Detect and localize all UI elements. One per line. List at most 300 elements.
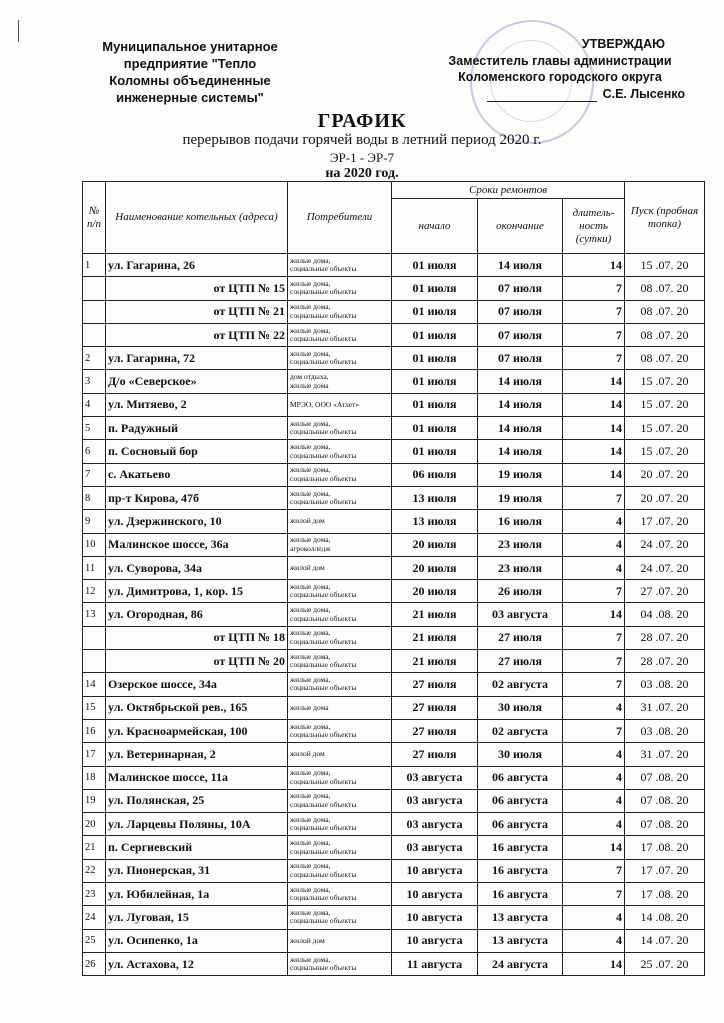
row-start: 03 августа bbox=[392, 813, 478, 836]
row-duration: 4 bbox=[563, 766, 625, 789]
table-row bbox=[83, 440, 705, 463]
row-num: 19 bbox=[83, 789, 106, 812]
row-start: 01 июля bbox=[392, 277, 478, 300]
row-duration: 7 bbox=[563, 580, 625, 603]
row-num: 12 bbox=[83, 580, 106, 603]
consumer-line: социальные объекты bbox=[290, 916, 357, 926]
row-duration: 4 bbox=[563, 906, 625, 929]
consumer-line: жилой дом bbox=[290, 935, 325, 945]
table-row bbox=[83, 952, 705, 975]
row-num bbox=[83, 323, 106, 346]
row-consumers bbox=[288, 859, 392, 882]
table-row bbox=[83, 603, 705, 626]
row-name: ул. Гагарина, 72 bbox=[106, 347, 288, 370]
row-start: 11 августа bbox=[392, 952, 478, 975]
row-duration: 7 bbox=[563, 277, 625, 300]
row-duration: 14 bbox=[563, 440, 625, 463]
row-consumers bbox=[288, 813, 392, 836]
consumer-line: социальные объекты bbox=[290, 660, 357, 670]
row-consumers bbox=[288, 277, 392, 300]
row-name: п. Радужный bbox=[106, 417, 288, 440]
table-row bbox=[83, 766, 705, 789]
row-consumers bbox=[288, 883, 392, 906]
row-duration: 7 bbox=[563, 347, 625, 370]
table-row bbox=[83, 580, 705, 603]
row-launch: 14 .08. 20 bbox=[625, 906, 705, 929]
approver-name: С.Е. Лысенко bbox=[602, 86, 685, 101]
row-launch: 17 .08. 20 bbox=[625, 836, 705, 859]
consumer-line: жилые дома, bbox=[290, 791, 331, 801]
row-start: 20 июля bbox=[392, 533, 478, 556]
header-name: Наименование котельных (адреса) bbox=[106, 182, 288, 254]
row-start: 03 августа bbox=[392, 766, 478, 789]
row-name: от ЦТП № 21 bbox=[106, 300, 288, 323]
row-launch: 15 .07. 20 bbox=[625, 370, 705, 393]
row-consumers bbox=[288, 929, 392, 952]
row-num: 11 bbox=[83, 556, 106, 579]
org-line: Муниципальное унитарное bbox=[102, 39, 278, 54]
row-consumers bbox=[288, 463, 392, 486]
row-end: 23 июля bbox=[478, 556, 563, 579]
approve-position-line: Коломенского городского округа bbox=[458, 70, 662, 84]
row-consumers bbox=[288, 417, 392, 440]
consumer-line: жилые дома, bbox=[290, 768, 331, 778]
row-duration: 7 bbox=[563, 859, 625, 882]
consumer-line: жилые дома, bbox=[290, 861, 331, 871]
row-start: 10 августа bbox=[392, 929, 478, 952]
row-end: 07 июля bbox=[478, 347, 563, 370]
row-end: 27 июля bbox=[478, 626, 563, 649]
row-consumers bbox=[288, 556, 392, 579]
row-launch: 15 .07. 20 bbox=[625, 254, 705, 277]
row-consumers bbox=[288, 510, 392, 533]
row-num: 21 bbox=[83, 836, 106, 859]
row-num bbox=[83, 277, 106, 300]
row-end: 16 августа bbox=[478, 859, 563, 882]
row-name: ул. Митяево, 2 bbox=[106, 393, 288, 416]
row-start: 21 июля bbox=[392, 603, 478, 626]
consumer-line: жилые дома, bbox=[290, 907, 331, 917]
row-consumers bbox=[288, 766, 392, 789]
header-end: окончание bbox=[478, 199, 563, 254]
row-start: 01 июля bbox=[392, 347, 478, 370]
row-consumers bbox=[288, 743, 392, 766]
row-launch: 25 .07. 20 bbox=[625, 952, 705, 975]
table-row bbox=[83, 743, 705, 766]
row-consumers bbox=[288, 533, 392, 556]
row-duration: 7 bbox=[563, 323, 625, 346]
row-name: п. Сосновый бор bbox=[106, 440, 288, 463]
consumer-line: жилые дома, bbox=[290, 302, 331, 312]
row-launch: 03 .08. 20 bbox=[625, 673, 705, 696]
row-launch: 17 .07. 20 bbox=[625, 510, 705, 533]
row-consumers bbox=[288, 906, 392, 929]
row-duration: 7 bbox=[563, 883, 625, 906]
signature-blank bbox=[487, 89, 597, 102]
row-name: ул. Полянская, 25 bbox=[106, 789, 288, 812]
table-row bbox=[83, 650, 705, 673]
schedule-rows bbox=[83, 254, 705, 976]
row-launch: 28 .07. 20 bbox=[625, 626, 705, 649]
row-name: ул. Красноармейская, 100 bbox=[106, 719, 288, 742]
row-num: 25 bbox=[83, 929, 106, 952]
table-row bbox=[83, 906, 705, 929]
table-row bbox=[83, 370, 705, 393]
row-duration: 14 bbox=[563, 393, 625, 416]
consumer-line: социальные объекты bbox=[290, 683, 357, 693]
row-launch: 08 .07. 20 bbox=[625, 300, 705, 323]
row-end: 06 августа bbox=[478, 813, 563, 836]
consumer-line: социальные объекты bbox=[290, 823, 357, 833]
row-consumers bbox=[288, 650, 392, 673]
row-num: 26 bbox=[83, 952, 106, 975]
row-duration: 14 bbox=[563, 603, 625, 626]
row-num: 4 bbox=[83, 393, 106, 416]
row-num: 17 bbox=[83, 743, 106, 766]
row-consumers bbox=[288, 673, 392, 696]
row-duration: 4 bbox=[563, 929, 625, 952]
row-launch: 17 .08. 20 bbox=[625, 883, 705, 906]
row-consumers bbox=[288, 254, 392, 277]
table-row bbox=[83, 463, 705, 486]
consumer-line: жилые дома, bbox=[290, 814, 331, 824]
consumer-line: социальные объекты bbox=[290, 613, 357, 623]
schedule-table bbox=[82, 181, 705, 976]
row-start: 20 июля bbox=[392, 580, 478, 603]
consumer-line: социальные объекты bbox=[290, 590, 357, 600]
row-end: 19 июля bbox=[478, 463, 563, 486]
row-num: 5 bbox=[83, 417, 106, 440]
header-num: № п/п bbox=[83, 182, 106, 254]
consumer-line: социальные объекты bbox=[290, 776, 357, 786]
consumer-line: жилые дома, bbox=[290, 418, 331, 428]
consumer-line: жилые дома, bbox=[290, 325, 331, 335]
row-name: Озерское шоссе, 34а bbox=[106, 673, 288, 696]
header-consumers: Потребители bbox=[288, 182, 392, 254]
table-row bbox=[83, 323, 705, 346]
row-start: 10 августа bbox=[392, 859, 478, 882]
row-num: 20 bbox=[83, 813, 106, 836]
consumer-line: жилые дома, bbox=[290, 838, 331, 848]
table-row bbox=[83, 626, 705, 649]
row-start: 27 июля bbox=[392, 673, 478, 696]
row-duration: 14 bbox=[563, 370, 625, 393]
row-name: пр-т Кирова, 47б bbox=[106, 486, 288, 509]
row-consumers bbox=[288, 323, 392, 346]
row-name: Малинское шоссе, 11а bbox=[106, 766, 288, 789]
row-launch: 07 .08. 20 bbox=[625, 789, 705, 812]
consumer-line: социальные объекты bbox=[290, 730, 357, 740]
row-name: ул. Ларцевы Поляны, 10А bbox=[106, 813, 288, 836]
row-duration: 4 bbox=[563, 510, 625, 533]
approve-position-line: Заместитель главы администрации bbox=[448, 53, 672, 68]
row-duration: 4 bbox=[563, 533, 625, 556]
table-row bbox=[83, 486, 705, 509]
row-consumers bbox=[288, 836, 392, 859]
row-launch: 17 .07. 20 bbox=[625, 859, 705, 882]
row-name: Малинское шоссе, 36а bbox=[106, 533, 288, 556]
row-launch: 07 .08. 20 bbox=[625, 813, 705, 836]
row-name: ул. Димитрова, 1, кор. 15 bbox=[106, 580, 288, 603]
signature-line bbox=[435, 86, 685, 103]
consumer-line: жилой дом bbox=[290, 516, 325, 526]
table-row bbox=[83, 556, 705, 579]
row-launch: 28 .07. 20 bbox=[625, 650, 705, 673]
row-num bbox=[83, 626, 106, 649]
row-launch: 31 .07. 20 bbox=[625, 743, 705, 766]
row-end: 14 июля bbox=[478, 370, 563, 393]
row-end: 19 июля bbox=[478, 486, 563, 509]
row-duration: 7 bbox=[563, 650, 625, 673]
header-period: Сроки ремонтов bbox=[392, 182, 625, 199]
row-end: 24 августа bbox=[478, 952, 563, 975]
row-num: 13 bbox=[83, 603, 106, 626]
row-consumers bbox=[288, 440, 392, 463]
organization-block bbox=[60, 38, 320, 106]
row-duration: 4 bbox=[563, 556, 625, 579]
row-duration: 7 bbox=[563, 626, 625, 649]
row-consumers bbox=[288, 952, 392, 975]
row-num: 6 bbox=[83, 440, 106, 463]
header-duration: длитель-ность (сутки) bbox=[563, 199, 625, 254]
row-duration: 4 bbox=[563, 743, 625, 766]
row-consumers bbox=[288, 370, 392, 393]
row-start: 01 июля bbox=[392, 300, 478, 323]
row-start: 03 августа bbox=[392, 836, 478, 859]
row-duration: 7 bbox=[563, 673, 625, 696]
row-launch: 27 .07. 20 bbox=[625, 580, 705, 603]
row-num: 14 bbox=[83, 673, 106, 696]
row-launch: 08 .07. 20 bbox=[625, 323, 705, 346]
consumer-line: социальные объекты bbox=[290, 357, 357, 367]
row-num: 7 bbox=[83, 463, 106, 486]
row-start: 10 августа bbox=[392, 906, 478, 929]
consumer-line: жилой дом bbox=[290, 749, 325, 759]
org-line: Коломны объединенные bbox=[109, 73, 271, 88]
table-row bbox=[83, 859, 705, 882]
row-duration: 4 bbox=[563, 696, 625, 719]
row-launch: 03 .08. 20 bbox=[625, 719, 705, 742]
consumer-line: социальные объекты bbox=[290, 310, 357, 320]
row-name: ул. Ветеринарная, 2 bbox=[106, 743, 288, 766]
table-row bbox=[83, 277, 705, 300]
row-launch: 15 .07. 20 bbox=[625, 417, 705, 440]
consumer-line: агроколледж bbox=[290, 543, 331, 553]
table-row bbox=[83, 393, 705, 416]
row-end: 06 августа bbox=[478, 789, 563, 812]
row-launch: 20 .07. 20 bbox=[625, 486, 705, 509]
row-start: 20 июля bbox=[392, 556, 478, 579]
row-name: Д/о «Северское» bbox=[106, 370, 288, 393]
row-num bbox=[83, 300, 106, 323]
row-end: 03 августа bbox=[478, 603, 563, 626]
row-end: 26 июля bbox=[478, 580, 563, 603]
row-num: 22 bbox=[83, 859, 106, 882]
consumer-line: социальные объекты bbox=[290, 264, 357, 274]
row-end: 16 августа bbox=[478, 883, 563, 906]
consumer-line: социальные объекты bbox=[290, 893, 357, 903]
table-row bbox=[83, 719, 705, 742]
row-start: 01 июля bbox=[392, 440, 478, 463]
row-name: ул. Огородная, 86 bbox=[106, 603, 288, 626]
row-end: 07 июля bbox=[478, 323, 563, 346]
table-row bbox=[83, 789, 705, 812]
row-name: от ЦТП № 20 bbox=[106, 650, 288, 673]
row-consumers bbox=[288, 719, 392, 742]
consumer-line: жилые дома, bbox=[290, 605, 331, 615]
row-num: 3 bbox=[83, 370, 106, 393]
consumer-line: социальные объекты bbox=[290, 450, 357, 460]
consumer-line: жилые дома, bbox=[290, 442, 331, 452]
row-end: 14 июля bbox=[478, 254, 563, 277]
row-consumers bbox=[288, 603, 392, 626]
row-start: 01 июля bbox=[392, 370, 478, 393]
row-end: 30 июля bbox=[478, 743, 563, 766]
row-name: ул. Гагарина, 26 bbox=[106, 254, 288, 277]
row-start: 10 августа bbox=[392, 883, 478, 906]
row-start: 27 июля bbox=[392, 743, 478, 766]
row-name: с. Акатьево bbox=[106, 463, 288, 486]
row-launch: 15 .07. 20 bbox=[625, 393, 705, 416]
consumer-line: социальные объекты bbox=[290, 846, 357, 856]
row-num bbox=[83, 650, 106, 673]
consumer-line: социальные объекты bbox=[290, 473, 357, 483]
row-launch: 15 .07. 20 bbox=[625, 440, 705, 463]
consumer-line: жилые дома, bbox=[290, 674, 331, 684]
row-end: 30 июля bbox=[478, 696, 563, 719]
consumer-line: жилые дома, bbox=[290, 535, 331, 545]
consumer-line: социальные объекты bbox=[290, 334, 357, 344]
row-end: 27 июля bbox=[478, 650, 563, 673]
consumer-line: жилые дома, bbox=[290, 581, 331, 591]
document-subtitle: перерывов подачи горячей воды в летний период 2020 г. bbox=[182, 132, 542, 148]
row-start: 27 июля bbox=[392, 696, 478, 719]
row-name: ул. Пионерская, 31 bbox=[106, 859, 288, 882]
row-end: 16 августа bbox=[478, 836, 563, 859]
scan-margin-mark bbox=[18, 20, 19, 42]
consumer-line: жилые дома, bbox=[290, 884, 331, 894]
row-num: 18 bbox=[83, 766, 106, 789]
row-consumers bbox=[288, 300, 392, 323]
consumer-line: социальные объекты bbox=[290, 497, 357, 507]
consumer-line: социальные объекты bbox=[290, 869, 357, 879]
row-num: 9 bbox=[83, 510, 106, 533]
row-consumers bbox=[288, 347, 392, 370]
row-name: п. Сергиевский bbox=[106, 836, 288, 859]
row-consumers bbox=[288, 696, 392, 719]
row-start: 03 августа bbox=[392, 789, 478, 812]
row-end: 13 августа bbox=[478, 906, 563, 929]
row-end: 16 июля bbox=[478, 510, 563, 533]
table-row bbox=[83, 417, 705, 440]
consumer-line: социальные объекты bbox=[290, 799, 357, 809]
row-launch: 04 .08. 20 bbox=[625, 603, 705, 626]
row-num: 10 bbox=[83, 533, 106, 556]
consumer-line: социальные объекты bbox=[290, 287, 357, 297]
table-row bbox=[83, 836, 705, 859]
table-row bbox=[83, 533, 705, 556]
row-duration: 14 bbox=[563, 952, 625, 975]
consumer-line: дом отдыха, bbox=[290, 372, 329, 382]
row-launch: 08 .07. 20 bbox=[625, 347, 705, 370]
row-duration: 7 bbox=[563, 486, 625, 509]
row-name: от ЦТП № 15 bbox=[106, 277, 288, 300]
consumer-line: МРЭО, ООО «Атлет» bbox=[290, 399, 360, 409]
approve-title: УТВЕРЖДАЮ bbox=[581, 37, 665, 51]
consumer-line: жилые дома, bbox=[290, 348, 331, 358]
row-consumers bbox=[288, 486, 392, 509]
row-launch: 14 .07. 20 bbox=[625, 929, 705, 952]
row-start: 06 июля bbox=[392, 463, 478, 486]
row-name: от ЦТП № 22 bbox=[106, 323, 288, 346]
row-end: 14 июля bbox=[478, 417, 563, 440]
row-num: 24 bbox=[83, 906, 106, 929]
consumer-line: жилые дома, bbox=[290, 465, 331, 475]
row-launch: 20 .07. 20 bbox=[625, 463, 705, 486]
row-launch: 31 .07. 20 bbox=[625, 696, 705, 719]
district-label: ЭР-1 - ЭР-7 bbox=[329, 150, 395, 165]
row-name: ул. Дзержинского, 10 bbox=[106, 510, 288, 533]
row-num: 15 bbox=[83, 696, 106, 719]
row-start: 01 июля bbox=[392, 417, 478, 440]
row-start: 21 июля bbox=[392, 650, 478, 673]
row-end: 14 июля bbox=[478, 440, 563, 463]
header-start: начало bbox=[392, 199, 478, 254]
row-consumers bbox=[288, 626, 392, 649]
row-end: 23 июля bbox=[478, 533, 563, 556]
consumer-line: жилые дома bbox=[290, 702, 329, 712]
row-consumers bbox=[288, 393, 392, 416]
row-duration: 4 bbox=[563, 813, 625, 836]
row-start: 01 июля bbox=[392, 323, 478, 346]
row-launch: 07 .08. 20 bbox=[625, 766, 705, 789]
row-end: 06 августа bbox=[478, 766, 563, 789]
row-name: ул. Юбилейная, 1а bbox=[106, 883, 288, 906]
row-name: ул. Астахова, 12 bbox=[106, 952, 288, 975]
row-duration: 7 bbox=[563, 719, 625, 742]
table-row bbox=[83, 929, 705, 952]
consumer-line: жилые дома, bbox=[290, 954, 331, 964]
row-duration: 4 bbox=[563, 789, 625, 812]
consumer-line: жилые дома, bbox=[290, 721, 331, 731]
table-row bbox=[83, 300, 705, 323]
row-end: 02 августа bbox=[478, 719, 563, 742]
consumer-line: социальные объекты bbox=[290, 427, 357, 437]
consumer-line: жилые дома, bbox=[290, 255, 331, 265]
row-duration: 14 bbox=[563, 254, 625, 277]
header-launch: Пуск (пробная топка) bbox=[625, 182, 705, 254]
row-end: 13 августа bbox=[478, 929, 563, 952]
row-start: 13 июля bbox=[392, 510, 478, 533]
consumer-line: жилой дом bbox=[290, 562, 325, 572]
consumer-line: социальные объекты bbox=[290, 636, 357, 646]
document-title: ГРАФИК bbox=[317, 110, 407, 132]
row-num: 16 bbox=[83, 719, 106, 742]
row-name: ул. Октябрьской рев., 165 bbox=[106, 696, 288, 719]
row-end: 07 июля bbox=[478, 300, 563, 323]
row-num: 23 bbox=[83, 883, 106, 906]
year-label: на 2020 год. bbox=[325, 166, 399, 181]
consumer-line: жилые дома, bbox=[290, 628, 331, 638]
row-duration: 7 bbox=[563, 300, 625, 323]
consumer-line: жилые дома, bbox=[290, 651, 331, 661]
row-start: 13 июля bbox=[392, 486, 478, 509]
table-row bbox=[83, 696, 705, 719]
row-duration: 14 bbox=[563, 463, 625, 486]
table-row bbox=[83, 347, 705, 370]
table-row bbox=[83, 883, 705, 906]
consumer-line: социальные объекты bbox=[290, 963, 357, 973]
